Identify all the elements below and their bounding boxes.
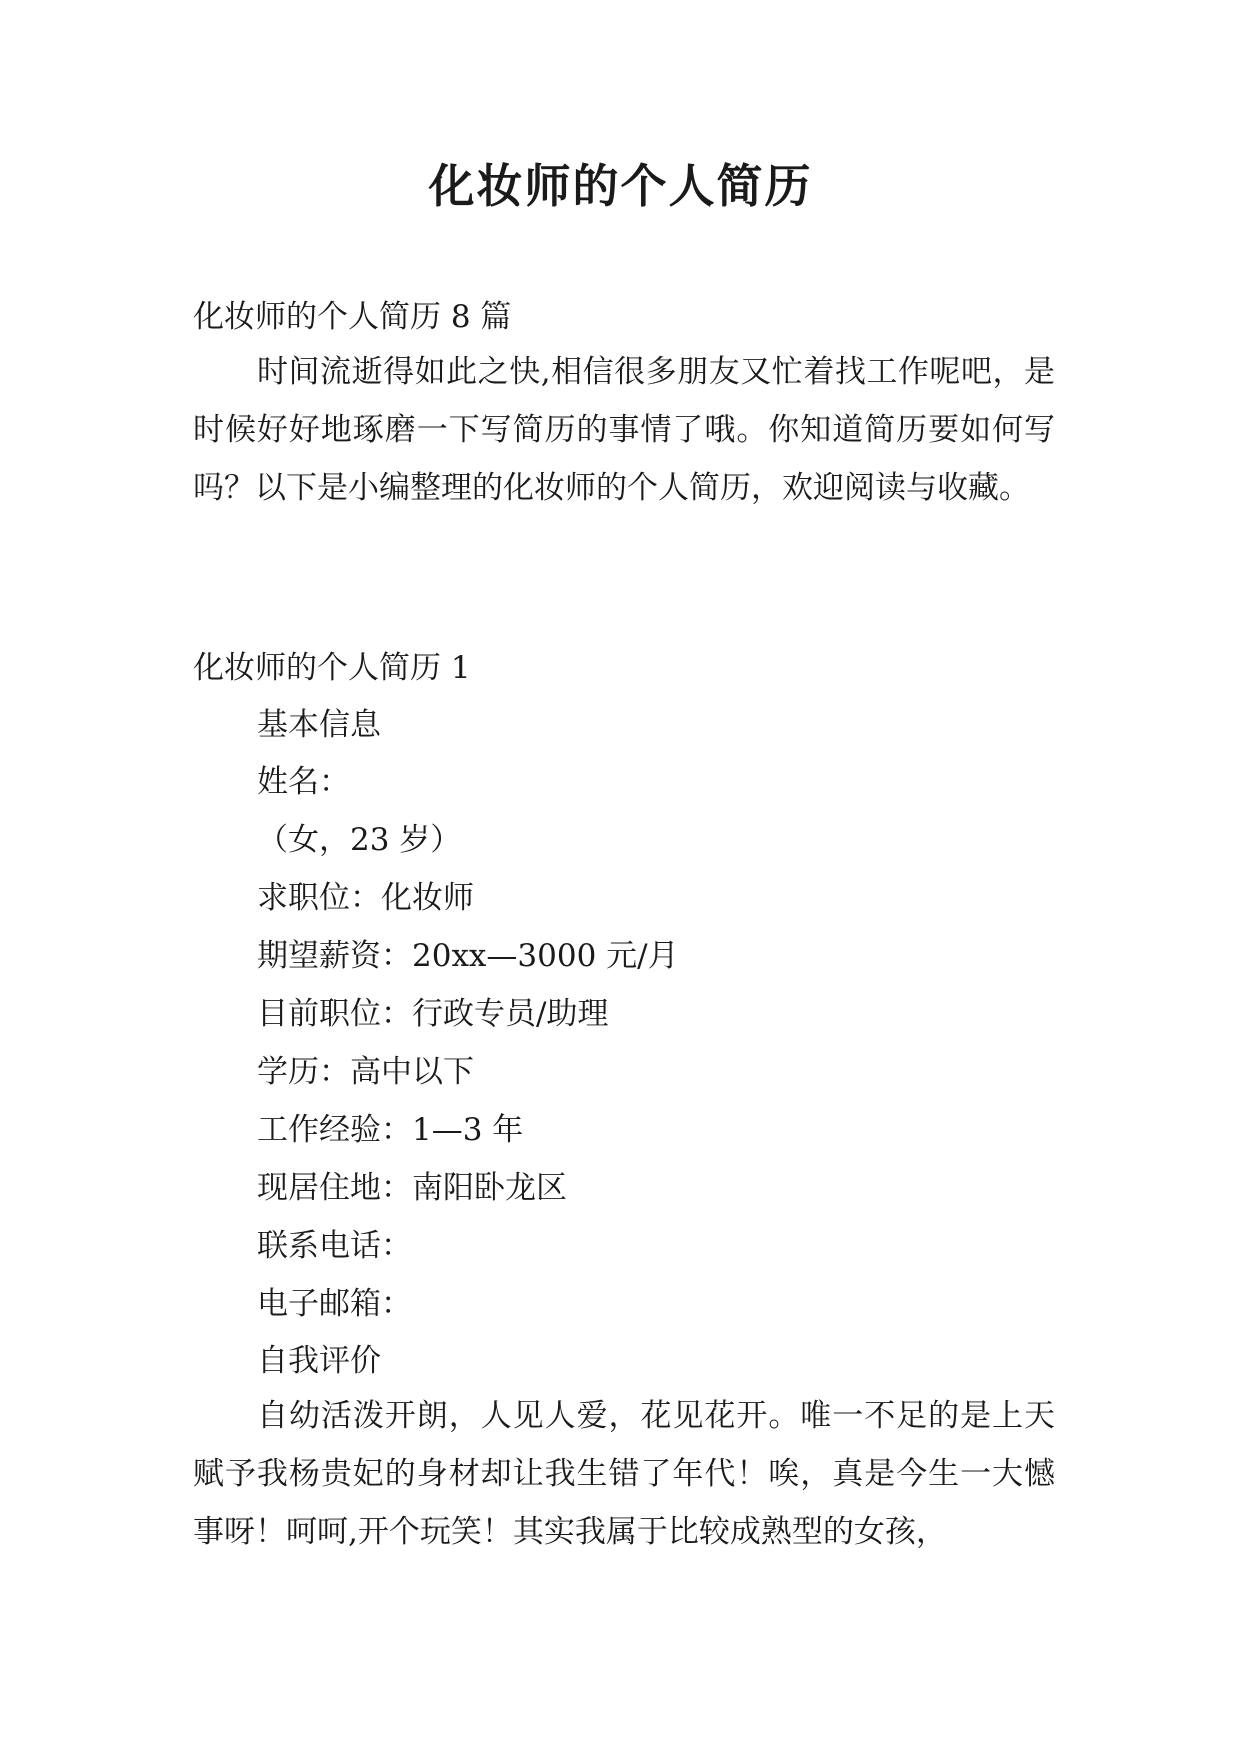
expected-salary-field: 期望薪资：20xx—3000 元/月 xyxy=(257,938,679,974)
document-title: 化妆师的个人简历 xyxy=(428,159,813,213)
section-title: 化妆师的个人简历 1 xyxy=(193,650,471,686)
intro-paragraph: 时间流逝得如此之快,相信很多朋友又忙着找工作呢吧，是时候好好地琢磨一下写简历的事情了哦。你知道简历要如何写吗？以下是小编整理的化妆师的个人简历，欢迎阅读与收藏。 xyxy=(193,354,1055,506)
gender-age-field: （女，23 岁） xyxy=(257,822,462,858)
email-field: 电子邮箱： xyxy=(257,1286,412,1322)
document-subtitle: 化妆师的个人简历 8 篇 xyxy=(193,299,512,335)
residence-field: 现居住地：南阳卧龙区 xyxy=(257,1170,567,1206)
job-wanted-field: 求职位：化妆师 xyxy=(257,880,474,916)
current-position-field: 目前职位：行政专员/助理 xyxy=(257,996,609,1032)
self-eval-heading: 自我评价 xyxy=(257,1343,381,1379)
phone-field: 联系电话： xyxy=(257,1228,412,1264)
basic-info-heading: 基本信息 xyxy=(257,707,381,743)
experience-field: 工作经验：1—3 年 xyxy=(257,1112,524,1148)
education-field: 学历：高中以下 xyxy=(257,1054,474,1090)
self-eval-paragraph: 自幼活泼开朗，人见人爱，花见花开。唯一不足的是上天赋予我杨贵妃的身材却让我生错了年代！唉，真是今生一大憾事呀！呵呵,开个玩笑！其实我属于比较成熟型的女孩， xyxy=(193,1398,1055,1550)
name-field: 姓名： xyxy=(257,764,350,800)
